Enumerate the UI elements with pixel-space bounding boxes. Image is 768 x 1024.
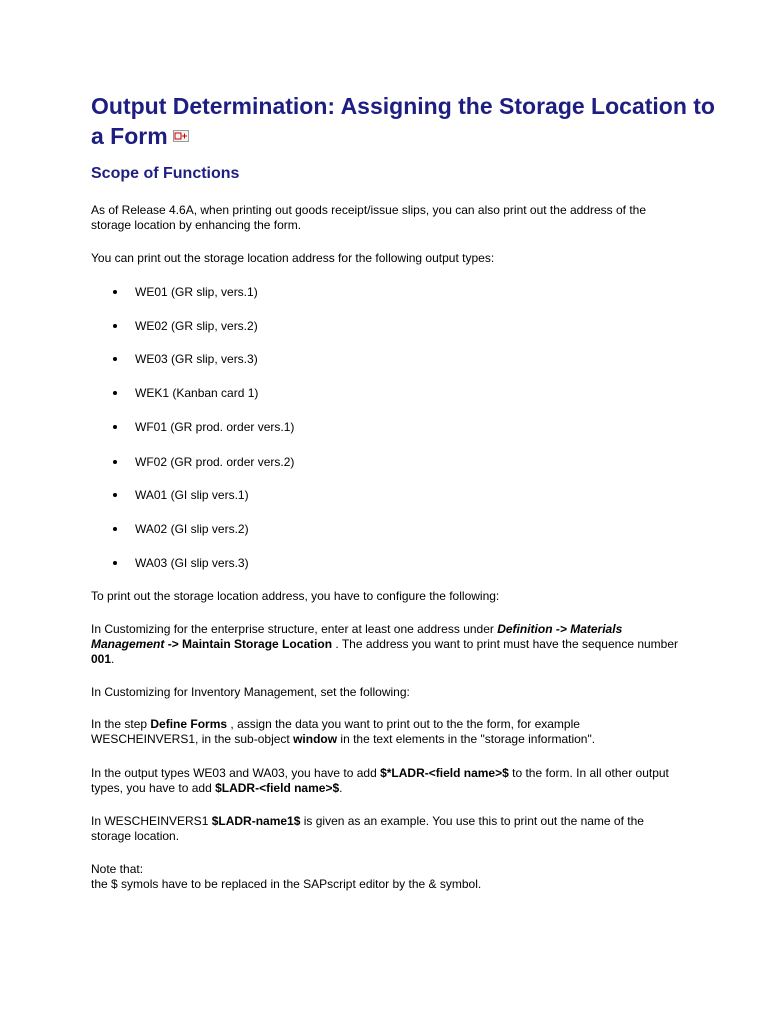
page-title: Output Determination: Assigning the Storage Location to a Form xyxy=(91,93,715,149)
example-paragraph: In WESCHEINVERS1 $LADR-name1$ is given as an example. You use this to print out the name of the storage location. xyxy=(91,814,644,843)
configure-intro: To print out the storage location address, you have to configure the following: xyxy=(91,589,500,603)
bullet-icon xyxy=(113,391,117,395)
output-types-paragraph: In the output types WE03 and WA03, you have to add $*LADR-<field name>$ to the form. In all other output types, you have to add $LADR-<field name>$. xyxy=(91,766,669,795)
note-label: Note that: xyxy=(91,862,144,876)
list-item: WEK1 (Kanban card 1) xyxy=(113,386,258,401)
list-item: WE02 (GR slip, vers.2) xyxy=(113,319,258,334)
bullet-icon xyxy=(113,290,117,294)
bullet-icon xyxy=(113,493,117,497)
bullet-icon xyxy=(113,527,117,531)
list-item: WA02 (GI slip vers.2) xyxy=(113,522,249,537)
list-item: WA03 (GI slip vers.3) xyxy=(113,556,249,571)
list-item: WA01 (GI slip vers.1) xyxy=(113,488,249,503)
list-intro: You can print out the storage location address for the following output types: xyxy=(91,251,495,265)
bullet-icon xyxy=(113,425,117,429)
bullet-icon xyxy=(113,324,117,328)
bullet-icon xyxy=(113,357,117,361)
bullet-icon xyxy=(113,561,117,565)
list-item: WF01 (GR prod. order vers.1) xyxy=(113,420,294,435)
define-forms-paragraph: In the step Define Forms , assign the data you want to print out to the the form, for example WESCHEINVERS1, in the sub-object window in the text elements in the "storage information". xyxy=(91,717,596,746)
list-item: WE03 (GR slip, vers.3) xyxy=(113,352,258,367)
list-item: WF02 (GR prod. order vers.2) xyxy=(113,455,294,470)
list-item: WE01 (GR slip, vers.1) xyxy=(113,285,258,300)
note-text: the $ symols have to be replaced in the SAPscript editor by the & symbol. xyxy=(91,877,482,891)
customizing-enterprise-paragraph: In Customizing for the enterprise structure, enter at least one address under Definition -> Materials Management -> Maintain Storage Location . The address you want to print must have the sequence number 001. xyxy=(91,622,679,666)
customizing-inventory-paragraph: In Customizing for Inventory Management, set the following: xyxy=(91,685,410,699)
intro-paragraph: As of Release 4.6A, when printing out goods receipt/issue slips, you can also print out the address of the storage location by enhancing the form. xyxy=(91,203,646,232)
bullet-icon xyxy=(113,460,117,464)
document-icon[interactable] xyxy=(173,130,189,142)
section-heading: Scope of Functions xyxy=(91,165,240,182)
note-paragraph xyxy=(91,862,681,892)
